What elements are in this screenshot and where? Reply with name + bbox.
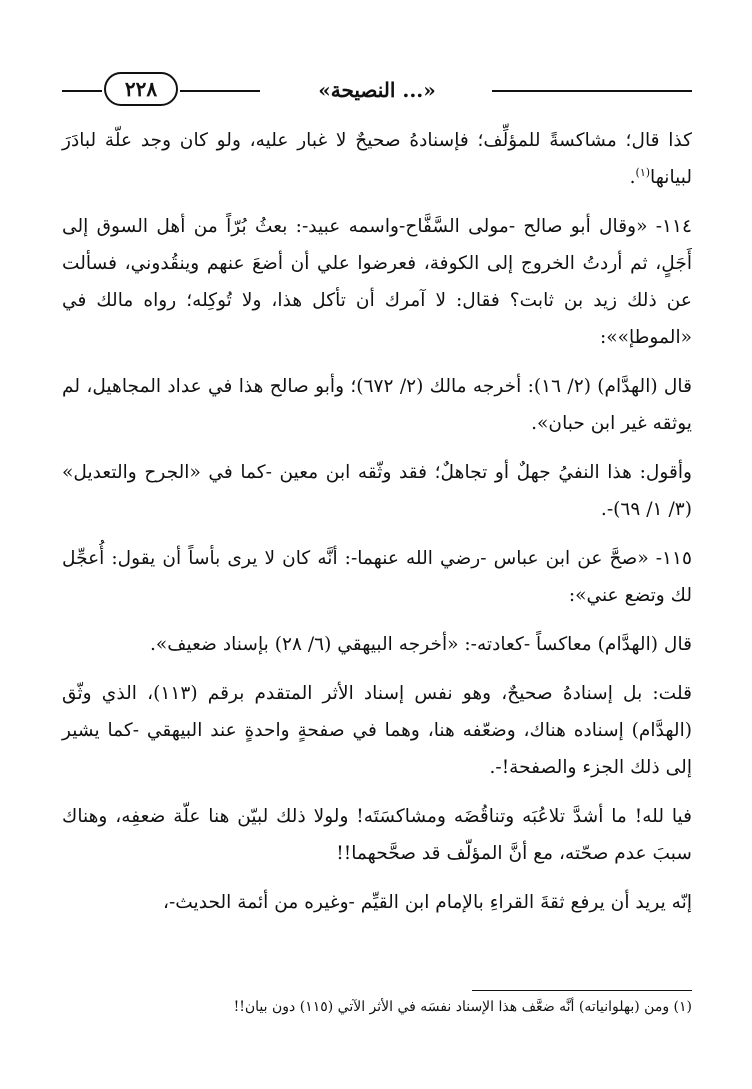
header-rule-right bbox=[492, 90, 692, 92]
running-title: «النصيحة ...» bbox=[318, 78, 436, 102]
paragraph-9: إنّه يريد أن يرفع ثقةَ القراءِ بالإمام ابن القيِّم -وغيره من أئمة الحديث-، bbox=[163, 892, 692, 913]
paragraph-end: . bbox=[629, 167, 636, 188]
paragraph-4: وأقول: هذا النفيُ جهلٌ أو تجاهلٌ؛ فقد وثّقه ابن معين -كما في «الجرح والتعديل» (٣/ ١/ ٦٩)-. bbox=[62, 462, 692, 520]
paragraph-7: قلت: بل إسنادهُ صحيحٌ، وهو نفس إسناد الأثر المتقدم برقم (١١٣)، الذي وثّق (الهدَّام) إسناده هناك، وضعّفه هنا، وهما في صفحةٍ واحدةٍ عند البيهقي -كما يشير إلى ذلك الجزء والصفحة!-. bbox=[62, 683, 692, 778]
page-header bbox=[62, 68, 692, 112]
body-text bbox=[62, 122, 692, 933]
paragraph-text: كذا قال؛ مشاكسةً للمؤلِّف؛ فإسنادهُ صحيحٌ لا غبار عليه، ولو كان وجد علّة لبادَرَ لبيانها bbox=[62, 130, 692, 188]
page-number: ٢٢٨ bbox=[104, 72, 178, 106]
paragraph-3: قال (الهدَّام) (٢/ ١٦): أخرجه مالك (٢/ ٦٧٢)؛ وأبو صالح هذا في عداد المجاهيل، لم يوثقه غير ابن حبان». bbox=[62, 376, 692, 434]
paragraph-6: قال (الهدَّام) معاكساً -كعادته-: «أخرجه البيهقي (٦/ ٢٨) بإسناد ضعيف». bbox=[150, 634, 692, 655]
footnote-separator bbox=[472, 990, 692, 991]
paragraph-2: ١١٤- «وقال أبو صالح -مولى السَّفَّاح-واسمه عبيد-: بعثُ بُرّاً من أهل السوق إلى أَجَلٍ، ثم أردتُ الخروج إلى الكوفة، فعرضوا علي أن أضعَ عنهم وينقُدوني، فسألت عن ذلك زيد بن ثابت؟ فقال: لا آمرك أن تأكل هذا، ولا تُوكِله؛ رواه مالك في «الموطإ»»: bbox=[62, 216, 692, 348]
header-rule-middle bbox=[180, 90, 260, 92]
header-rule-left bbox=[62, 90, 102, 92]
footnote-ref: (١) bbox=[635, 165, 651, 179]
footnote: (١) ومن (بهلوانياته) أنَّه ضعَّف هذا الإسناد نفسَه في الأثر الآتي (١١٥) دون بيان!! bbox=[233, 999, 692, 1015]
paragraph-8: فيا لله! ما أشدَّ تلاعُبَه وتناقُضَه ومشاكسَتَه! ولولا ذلك لبيّن هنا علّة ضعفِه، وهناك سببَ عدم صحّته، مع أنَّ المؤلّف قد صحَّحهما!! bbox=[62, 806, 692, 864]
paragraph-5: ١١٥- «صحَّ عن ابن عباس -رضي الله عنهما-: أنَّه كان لا يرى بأساً أن يقول: أُعجِّل لك وتضع عني»: bbox=[62, 548, 692, 606]
paragraph-1 bbox=[62, 122, 692, 196]
